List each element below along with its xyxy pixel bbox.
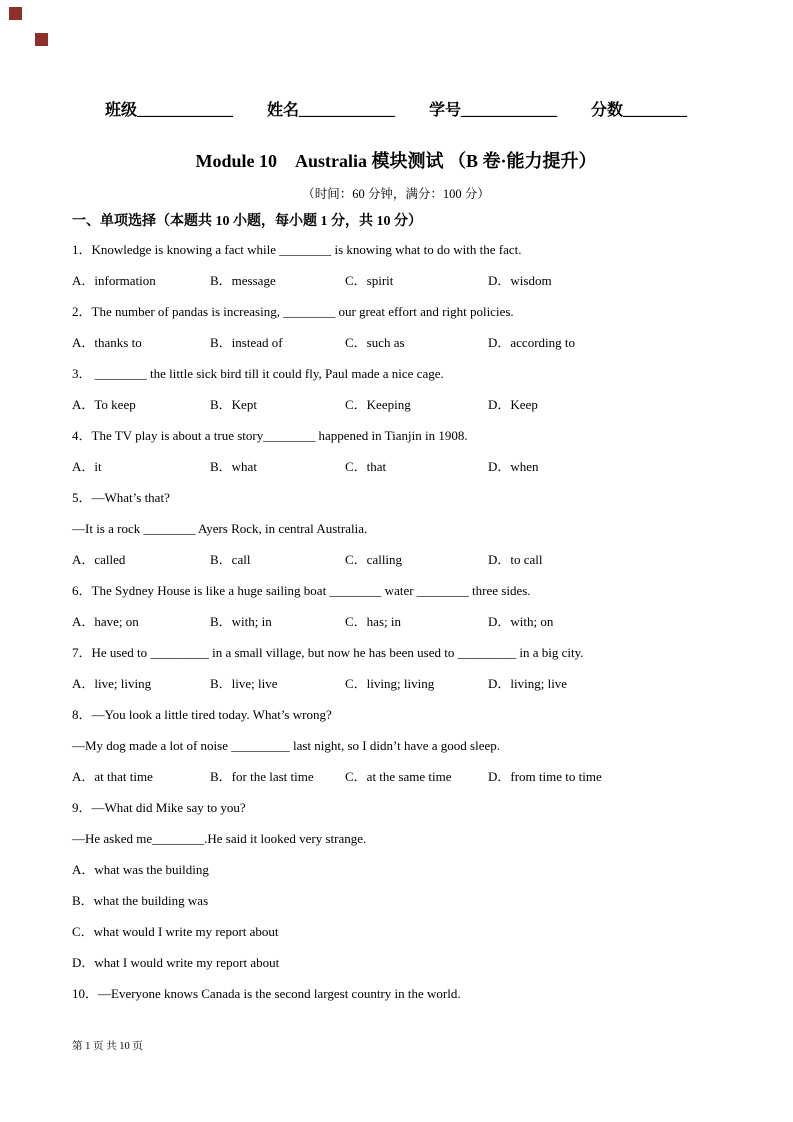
question-line-q10: 10．—Everyone knows Canada is the second largest country in the world. [72,986,461,1001]
answer-option: D．with; on [488,614,554,629]
answer-option: C．living; living [345,676,435,691]
exam-meta: （时间：60 分钟，满分：100 分） [302,187,490,201]
answer-option: C．such as [345,335,405,350]
question-line-q9: D．what I would write my report about [72,955,280,970]
question-line-q9: A．what was the building [72,862,209,877]
question-line-q8: —My dog made a lot of noise _________ last night, so I didn’t have a good sleep. [72,738,500,753]
question-line-q3: 3． ________ the little sick bird till it could fly, Paul made a nice cage. [72,366,444,381]
question-line-q2: 2．The number of pandas is increasing, ________ our great effort and right policies. [72,304,514,319]
question-line-q6: 6．The Sydney House is like a huge sailing boat ________ water ________ three sides. [72,583,531,598]
question-line-q9: —He asked me________.He said it looked very strange. [72,831,367,846]
option-row-q6 [72,606,720,637]
name-field: 姓名____________ [266,102,395,119]
answer-option: B．for the last time [210,769,314,784]
answer-option: C．Keeping [345,397,411,412]
class-field: 班级____________ [104,102,233,119]
question-line-q4: 4．The TV play is about a true story________ happened in Tianjin in 1908. [72,428,468,443]
question-line-q5: —It is a rock ________ Ayers Rock, in central Australia. [72,521,368,536]
answer-option: B．live; live [210,676,278,691]
section-heading: 一、单项选择（本题共 10 小题，每小题 1 分，共 10 分） [72,214,422,229]
answer-option: C．has; in [345,614,401,629]
option-row-q7 [72,668,720,699]
answer-option: C．at the same time [345,769,452,784]
answer-option: A．called [72,552,126,567]
answer-option: A．To keep [72,397,136,412]
option-row-q3 [72,389,720,420]
answer-option: B．message [210,273,276,288]
answer-option: D．living; live [488,676,568,691]
questions-container [72,234,720,1009]
page-content [72,0,720,1009]
answer-option: D．when [488,459,539,474]
question-line-q5: 5．—What’s that? [72,490,170,505]
question-line-q8: 8．—You look a little tired today. What’s wrong? [72,707,332,722]
answer-option: C．that [345,459,387,474]
question-line-q9: 9．—What did Mike say to you? [72,800,246,815]
logo-square-icon [9,7,22,20]
logo-square-icon [35,33,48,46]
answer-option: D．Keep [488,397,538,412]
answer-option: C．spirit [345,273,394,288]
question-line-q9: B．what the building was [72,893,209,908]
option-row-q2 [72,327,720,358]
page-number-footer: 第 1 页 共 10 页 [72,1041,143,1052]
score-field: 分数________ [591,102,688,119]
student-id-field: 学号____________ [429,102,558,119]
question-line-q7: 7．He used to _________ in a small village, but now he has been used to _________ in a big city. [72,645,584,660]
answer-option: A．it [72,459,102,474]
option-row-q4 [72,451,720,482]
answer-option: B．Kept [210,397,257,412]
question-line-q1: 1．Knowledge is knowing a fact while ________ is knowing what to do with the fact. [72,242,522,257]
option-row-q1 [72,265,720,296]
corner-watermark [9,7,53,51]
answer-option: A．thanks to [72,335,142,350]
answer-option: D．wisdom [488,273,552,288]
student-info-row [72,101,720,121]
answer-option: B．call [210,552,251,567]
answer-option: D．from time to time [488,769,602,784]
option-row-q8 [72,761,720,792]
answer-option: B．what [210,459,257,474]
option-row-q5 [72,544,720,575]
page-title: Module 10 Australia 模块测试 （B 卷·能力提升） [195,151,597,171]
answer-option: D．to call [488,552,543,567]
answer-option: B．with; in [210,614,272,629]
answer-option: A．information [72,273,156,288]
question-line-q9: C．what would I write my report about [72,924,279,939]
answer-option: D．according to [488,335,576,350]
answer-option: C．calling [345,552,403,567]
answer-option: B．instead of [210,335,283,350]
answer-option: A．live; living [72,676,152,691]
answer-option: A．have; on [72,614,139,629]
answer-option: A．at that time [72,769,153,784]
